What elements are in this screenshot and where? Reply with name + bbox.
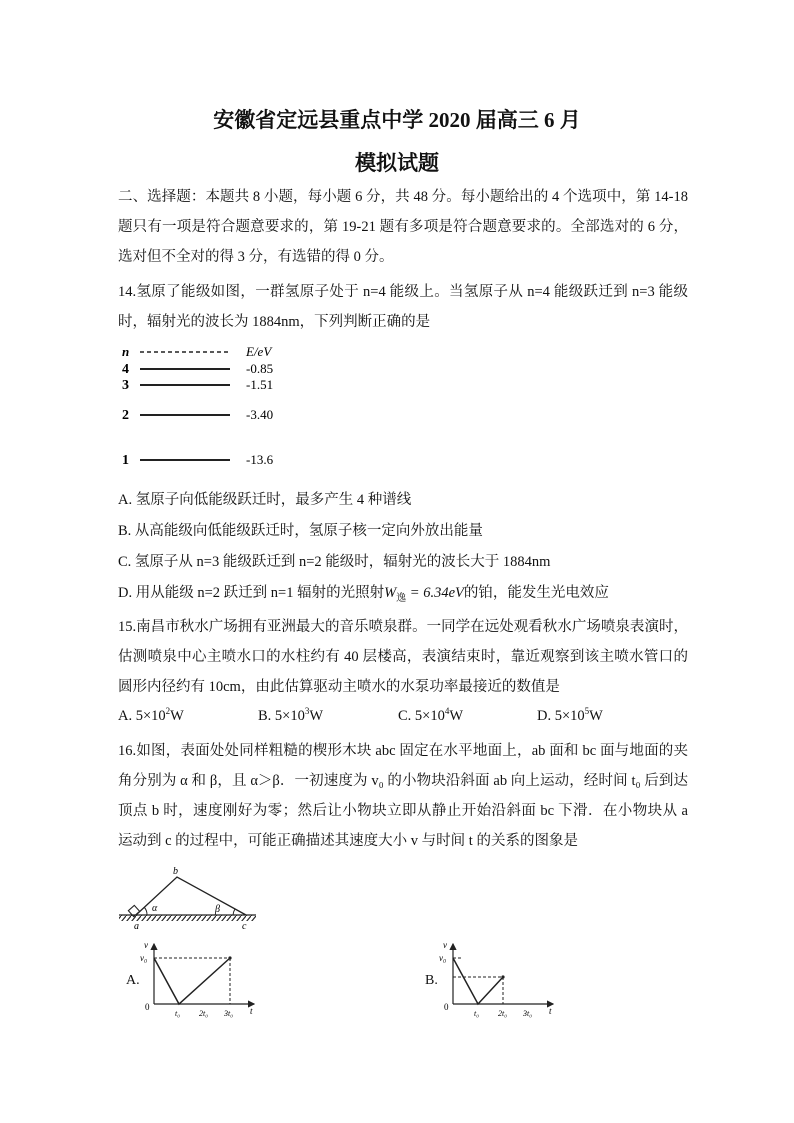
work-function-subscript: 逸 <box>396 592 407 604</box>
graph-b-v0-label: v₀ <box>439 953 447 963</box>
graph-a-t-label: t <box>250 1006 253 1016</box>
question-14-option-c: C. 氢原子从 n=3 能级跃迁到 n=2 能级时，辐射光的波长大于 1884nm <box>118 554 551 570</box>
level-3-n: 3 <box>122 378 129 393</box>
work-function-value: = 6.34eV <box>406 585 464 601</box>
level-2-energy: -3.40 <box>246 407 274 422</box>
diagram-header-e: E/eV <box>246 344 272 359</box>
graph-b-t-label: t <box>549 1006 552 1016</box>
wedge-figure <box>116 862 261 932</box>
vertex-a-label: a <box>134 921 139 932</box>
graph-a-v-label: v <box>144 940 148 950</box>
diagram-header-n: n <box>122 344 130 359</box>
graph-b-end-point <box>501 975 504 978</box>
graph-a-tick-t0: t₀ <box>175 1009 181 1018</box>
alpha-arc <box>144 907 147 915</box>
question-14-option-a: A. 氢原子向低能级跃迁时，最多产生 4 种谱线 <box>118 492 412 508</box>
question-15-option-c: C. $5\times 10^4W$ <box>398 706 464 724</box>
level-4-energy: -0.85 <box>246 361 274 376</box>
vertex-c-label: c <box>242 921 247 932</box>
graph-b-v-label: v <box>443 940 447 950</box>
vertex-b-label: b <box>173 866 178 877</box>
angle-beta-label: β <box>215 904 220 915</box>
question-14-stem: 14.氢原了能级如图，一群氢原子处于 n=4 能级上。当氢原子从 n=4 能级跃迁到 n=3 能级时，辐射光的波长为 1884nm，下列判断正确的是 <box>118 284 688 330</box>
option-d-lead: D. 用从能级 n=2 跃迁到 n=1 辐射的光照射 <box>118 585 385 601</box>
question-15-stem: 15.南昌市秋水广场拥有亚洲最大的音乐喷泉群。一同学在远处观看秋水广场喷泉表演时，估测喷泉中心主喷水口的水柱约有 40 层楼高，表演结束时，靠近观察到该主喷水管口的圆形内径约有 10cm，由此估算驱动主喷水的水泵功率最接近的数值是 <box>118 619 688 695</box>
level-1-energy: -13.6 <box>246 452 274 467</box>
question-14-option-d <box>118 581 609 604</box>
graph-b-origin-label: 0 <box>444 1002 449 1012</box>
angle-alpha-label: α <box>152 903 158 914</box>
question-15-option-b: B. $5\times 10^3W$ <box>258 706 324 724</box>
graph-a-origin-label: 0 <box>145 1002 150 1012</box>
question-15-option-d: D. $5\times 10^5W$ <box>537 706 603 724</box>
work-function-symbol: W <box>384 585 397 601</box>
option-d-tail: 的铂，能发生光电效应 <box>463 585 609 601</box>
question-14-option-b: B. 从高能级向低能级跃迁时，氢原子核一定向外放出能量 <box>118 523 483 539</box>
graph-b-tick-t0: t₀ <box>474 1009 480 1018</box>
graph-a-v0-label: v₀ <box>140 953 148 963</box>
graph-b-tick-3t0: 3t₀ <box>523 1009 533 1018</box>
ground-hatching <box>119 915 256 921</box>
graph-a-velocity-curve <box>154 958 230 1004</box>
beta-arc <box>233 909 235 915</box>
graph-a-tick-2t0: 2t₀ <box>199 1009 209 1018</box>
level-4-n: 4 <box>122 362 129 377</box>
paper-title: 安徽省定远县重点中学 2020 届高三 6 月 <box>213 108 581 132</box>
graph-a-end-point <box>228 956 231 959</box>
graph-a <box>138 938 263 1023</box>
graph-b-tick-2t0: 2t₀ <box>498 1009 508 1018</box>
section-instructions: 二、选择题：本题共 8 小题，每小题 6 分，共 48 分。每小题给出的 4 个选项中，第 14-18 题只有一项是符合题意要求的，第 19-21 题有多项是符合题意要求的。全部选对的 6 分，选对但不全对的得 3 分，有选错的得 0 分。 <box>118 189 688 265</box>
level-2-n: 2 <box>122 408 129 423</box>
graph-b-velocity-curve <box>453 958 503 1004</box>
level-1-n: 1 <box>122 453 129 468</box>
graph-b <box>437 938 562 1023</box>
question-16-stem: 16.如图，表面处处同样粗糙的楔形木块 abc 固定在水平地面上，ab 面和 bc 面与地面的夹角分别为 α 和 β，且 α＞β．一初速度为 v₀ 的小物块沿斜面 ab 向上运动，经时间 t₀ 后到达顶点 b 时，速度刚好为零；然后让小物块立即从静止开始沿斜面 bc 下滑．在小物块从 a 运动到 c 的过程中，可能正确描述其速度大小 v 与时间 t 的关系的图象是 <box>118 743 688 849</box>
graph-a-tick-3t0: 3t₀ <box>224 1009 234 1018</box>
graph-a-label: A. <box>126 973 140 988</box>
question-15-option-a: A. $5\times 10^2W$ <box>118 706 184 724</box>
level-3-energy: -1.51 <box>246 377 274 392</box>
energy-level-diagram <box>118 342 298 472</box>
graph-b-label: B. <box>425 973 438 988</box>
paper-subtitle: 模拟试题 <box>355 151 439 175</box>
